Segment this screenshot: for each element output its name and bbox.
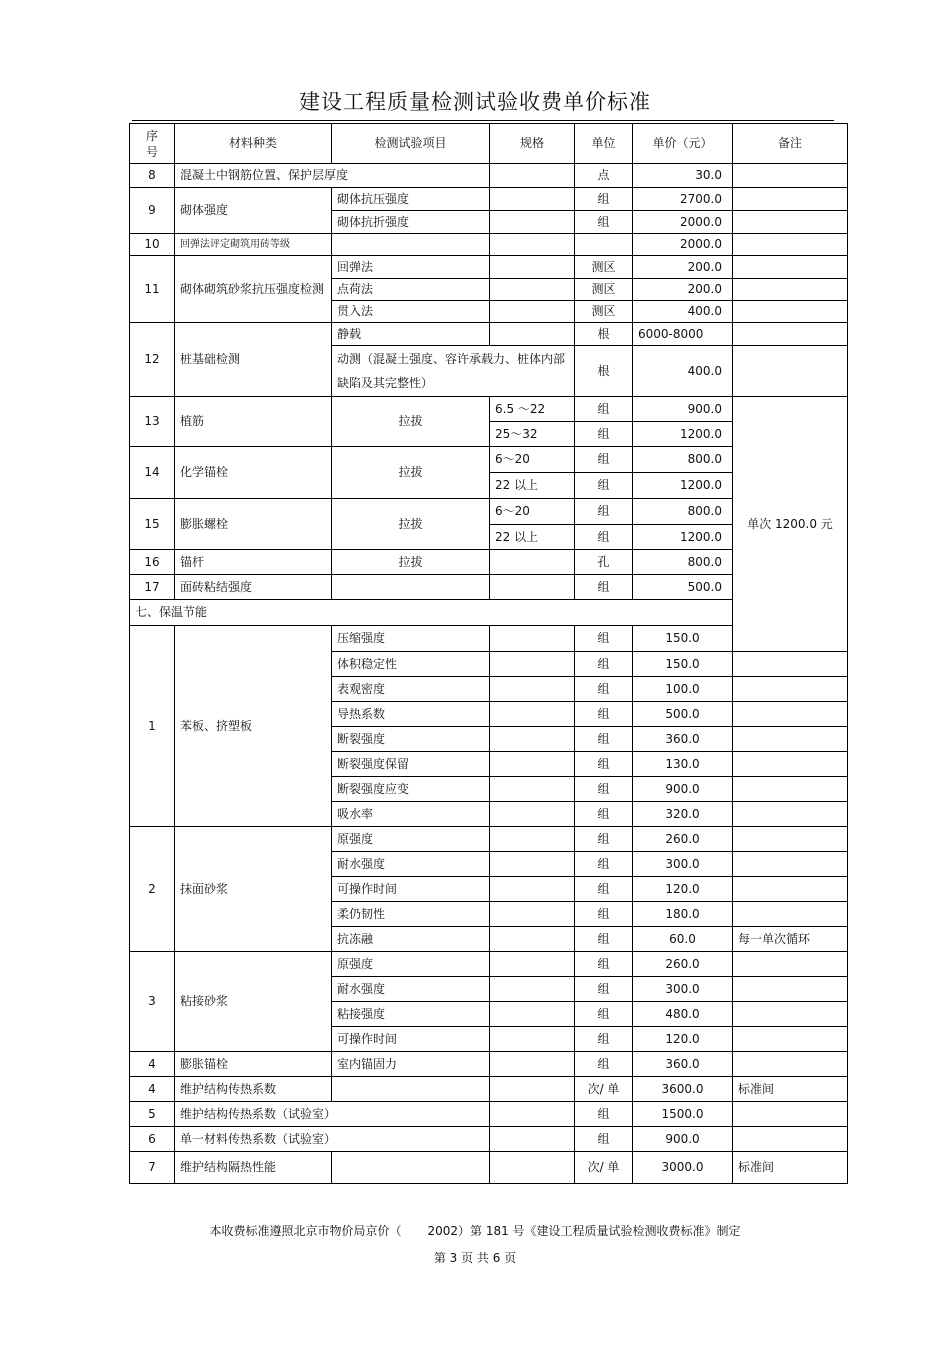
row-unit: 点 xyxy=(575,164,633,188)
row-spec xyxy=(490,1002,575,1027)
row-item: 室内锚固力 xyxy=(332,1052,490,1077)
row-unit: 组 xyxy=(575,977,633,1002)
row-spec xyxy=(490,652,575,677)
row-spec xyxy=(490,802,575,827)
row-price: 480.0 xyxy=(633,1002,733,1027)
table-row xyxy=(130,256,848,279)
row-remark xyxy=(733,977,848,1002)
row-unit: 组 xyxy=(575,827,633,852)
title-rule xyxy=(132,120,834,121)
row-price: 1500.0 xyxy=(633,1102,733,1127)
row-spec xyxy=(490,777,575,802)
row-price: 120.0 xyxy=(633,1027,733,1052)
row-price: 3000.0 xyxy=(633,1152,733,1184)
table-row xyxy=(130,164,848,188)
row-price: 2700.0 xyxy=(633,188,733,211)
row-remark xyxy=(733,256,848,279)
row-spec xyxy=(490,1077,575,1102)
row-unit: 组 xyxy=(575,777,633,802)
row-unit: 组 xyxy=(575,188,633,211)
row-unit: 根 xyxy=(575,346,633,397)
row-item xyxy=(332,234,490,256)
row-no: 4 xyxy=(130,1052,175,1077)
row-price: 180.0 xyxy=(633,902,733,927)
row-item: 拉拔 xyxy=(332,499,490,550)
row-spec xyxy=(490,234,575,256)
row-remark xyxy=(733,802,848,827)
row-price: 150.0 xyxy=(633,626,733,652)
row-price: 30.0 xyxy=(633,164,733,188)
row-remark xyxy=(733,752,848,777)
row-price: 260.0 xyxy=(633,952,733,977)
row-remark xyxy=(733,1052,848,1077)
row-no: 2 xyxy=(130,827,175,952)
row-unit: 组 xyxy=(575,1002,633,1027)
row-spec xyxy=(490,550,575,575)
row-item: 耐水强度 xyxy=(332,852,490,877)
row-spec xyxy=(490,677,575,702)
row-no: 5 xyxy=(130,1102,175,1127)
section-row xyxy=(130,600,848,626)
row-price: 400.0 xyxy=(633,346,733,397)
row-remark xyxy=(733,827,848,852)
row-unit: 组 xyxy=(575,727,633,752)
row-price: 1200.0 xyxy=(633,422,733,447)
row-item xyxy=(332,1077,490,1102)
row-no: 6 xyxy=(130,1127,175,1152)
row-material: 锚杆 xyxy=(175,550,332,575)
row-spec xyxy=(490,927,575,952)
row-item: 动测（混凝土强度、容许承载力、桩体内部缺陷及其完整性） xyxy=(332,346,575,397)
table-row xyxy=(130,1127,848,1152)
row-unit: 组 xyxy=(575,211,633,234)
header-material: 材料种类 xyxy=(175,124,332,164)
row-material: 植筋 xyxy=(175,397,332,447)
row-no: 10 xyxy=(130,234,175,256)
row-material: 砌体强度 xyxy=(175,188,332,234)
row-unit: 组 xyxy=(575,1102,633,1127)
row-spec xyxy=(490,1102,575,1127)
table-row xyxy=(130,1102,848,1127)
row-material: 回弹法评定砌筑用砖等级 xyxy=(175,234,332,256)
row-spec xyxy=(490,188,575,211)
row-material: 桩基础检测 xyxy=(175,323,332,397)
row-item: 体积稳定性 xyxy=(332,652,490,677)
row-price: 300.0 xyxy=(633,977,733,1002)
row-unit: 测区 xyxy=(575,301,633,323)
row-no: 7 xyxy=(130,1152,175,1184)
table-row xyxy=(130,234,848,256)
row-price: 2000.0 xyxy=(633,211,733,234)
row-spec xyxy=(490,1127,575,1152)
row-spec: 6～20 xyxy=(490,447,575,473)
row-material: 维护结构传热系数 xyxy=(175,1077,332,1102)
header-remark: 备注 xyxy=(733,124,848,164)
header-item: 检测试验项目 xyxy=(332,124,490,164)
row-item: 点荷法 xyxy=(332,279,490,301)
row-item: 可操作时间 xyxy=(332,1027,490,1052)
row-remark xyxy=(733,1002,848,1027)
row-item: 静载 xyxy=(332,323,490,346)
row-price: 800.0 xyxy=(633,447,733,473)
row-unit: 组 xyxy=(575,652,633,677)
row-remark: 每一单次循环 xyxy=(733,927,848,952)
row-no: 3 xyxy=(130,952,175,1052)
row-price: 200.0 xyxy=(633,279,733,301)
row-item: 粘接强度 xyxy=(332,1002,490,1027)
row-price: 130.0 xyxy=(633,752,733,777)
table-header-row xyxy=(130,124,848,164)
table-row xyxy=(130,397,848,422)
row-unit: 组 xyxy=(575,473,633,499)
row-remark: 标准间 xyxy=(733,1077,848,1102)
row-price: 6000-8000 xyxy=(633,323,733,346)
row-material: 膨胀螺栓 xyxy=(175,499,332,550)
row-unit: 组 xyxy=(575,802,633,827)
row-price: 360.0 xyxy=(633,727,733,752)
row-price: 1200.0 xyxy=(633,525,733,550)
row-item: 导热系数 xyxy=(332,702,490,727)
row-item: 回弹法 xyxy=(332,256,490,279)
row-unit: 根 xyxy=(575,323,633,346)
header-seq: 序 号 xyxy=(130,124,175,164)
row-no: 17 xyxy=(130,575,175,600)
row-remark xyxy=(733,877,848,902)
row-spec xyxy=(490,952,575,977)
header-spec: 规格 xyxy=(490,124,575,164)
row-unit: 组 xyxy=(575,525,633,550)
row-spec: 6～20 xyxy=(490,499,575,525)
header-price: 单价（元） xyxy=(633,124,733,164)
row-unit: 组 xyxy=(575,677,633,702)
row-unit: 测区 xyxy=(575,279,633,301)
row-spec xyxy=(490,164,575,188)
table-row xyxy=(130,1152,848,1184)
footer-note xyxy=(0,1222,950,1239)
row-remark xyxy=(733,188,848,211)
row-price: 400.0 xyxy=(633,301,733,323)
row-price: 2000.0 xyxy=(633,234,733,256)
row-unit: 组 xyxy=(575,902,633,927)
row-remark xyxy=(733,702,848,727)
row-no: 4 xyxy=(130,1077,175,1102)
row-unit: 次/ 单 xyxy=(575,1077,633,1102)
table-row xyxy=(130,952,848,977)
row-material: 砌体砌筑砂浆抗压强度检测 xyxy=(175,256,332,323)
row-spec xyxy=(490,977,575,1002)
row-item: 断裂强度 xyxy=(332,727,490,752)
row-unit: 组 xyxy=(575,626,633,652)
row-item: 拉拔 xyxy=(332,397,490,447)
row-no: 13 xyxy=(130,397,175,447)
row-remark xyxy=(733,1027,848,1052)
row-remark xyxy=(733,727,848,752)
row-price: 150.0 xyxy=(633,652,733,677)
row-item: 表观密度 xyxy=(332,677,490,702)
row-price: 120.0 xyxy=(633,877,733,902)
row-remark xyxy=(733,346,848,397)
row-unit: 组 xyxy=(575,877,633,902)
merged-remark: 单次 1200.0 元 xyxy=(733,397,848,652)
row-material: 膨胀锚栓 xyxy=(175,1052,332,1077)
page-number: 第 3 页 共 6 页 xyxy=(433,1251,517,1265)
row-material: 维护结构传热系数（试验室） xyxy=(175,1102,490,1127)
row-unit: 组 xyxy=(575,397,633,422)
row-spec xyxy=(490,323,575,346)
row-spec xyxy=(490,902,575,927)
row-no: 1 xyxy=(130,626,175,827)
row-material: 粘接砂浆 xyxy=(175,952,332,1052)
row-item: 原强度 xyxy=(332,827,490,852)
row-spec xyxy=(490,827,575,852)
row-material: 面砖粘结强度 xyxy=(175,575,332,600)
row-remark xyxy=(733,952,848,977)
row-unit: 组 xyxy=(575,752,633,777)
row-price: 800.0 xyxy=(633,499,733,525)
row-spec xyxy=(490,575,575,600)
row-no: 14 xyxy=(130,447,175,499)
row-unit: 组 xyxy=(575,927,633,952)
footer-note-part-a: 本收费标准遵照北京市物价局京价（ xyxy=(209,1224,402,1238)
row-unit: 组 xyxy=(575,1052,633,1077)
row-item: 抗冻融 xyxy=(332,927,490,952)
row-spec: 22 以上 xyxy=(490,473,575,499)
row-remark xyxy=(733,234,848,256)
row-remark xyxy=(733,1102,848,1127)
row-item xyxy=(332,575,490,600)
row-spec xyxy=(490,256,575,279)
row-spec xyxy=(490,752,575,777)
row-price: 900.0 xyxy=(633,1127,733,1152)
row-item: 断裂强度应变 xyxy=(332,777,490,802)
header-unit: 单位 xyxy=(575,124,633,164)
row-price: 360.0 xyxy=(633,1052,733,1077)
row-price: 60.0 xyxy=(633,927,733,952)
table-row xyxy=(130,1077,848,1102)
row-price: 800.0 xyxy=(633,550,733,575)
row-item: 吸水率 xyxy=(332,802,490,827)
row-spec xyxy=(490,877,575,902)
row-spec xyxy=(490,727,575,752)
row-item: 拉拔 xyxy=(332,550,490,575)
row-unit: 组 xyxy=(575,422,633,447)
row-spec: 22 以上 xyxy=(490,525,575,550)
row-remark xyxy=(733,279,848,301)
row-price: 1200.0 xyxy=(633,473,733,499)
row-price: 320.0 xyxy=(633,802,733,827)
row-price: 300.0 xyxy=(633,852,733,877)
row-unit: 组 xyxy=(575,852,633,877)
row-price: 900.0 xyxy=(633,777,733,802)
row-item: 贯入法 xyxy=(332,301,490,323)
row-item: 压缩强度 xyxy=(332,626,490,652)
row-spec xyxy=(490,279,575,301)
row-spec: 25～32 xyxy=(490,422,575,447)
row-remark xyxy=(733,852,848,877)
table-row xyxy=(130,1052,848,1077)
row-price: 500.0 xyxy=(633,702,733,727)
row-item: 耐水强度 xyxy=(332,977,490,1002)
row-material: 抹面砂浆 xyxy=(175,827,332,952)
row-price: 260.0 xyxy=(633,827,733,852)
row-unit: 组 xyxy=(575,702,633,727)
row-unit xyxy=(575,234,633,256)
table-row xyxy=(130,188,848,211)
row-spec xyxy=(490,852,575,877)
row-material: 混凝土中钢筋位置、保护层厚度 xyxy=(175,164,490,188)
row-item: 可操作时间 xyxy=(332,877,490,902)
row-spec xyxy=(490,1027,575,1052)
row-no: 11 xyxy=(130,256,175,323)
row-item: 拉拔 xyxy=(332,447,490,499)
row-remark xyxy=(733,677,848,702)
row-no: 12 xyxy=(130,323,175,397)
row-material: 单一材料传热系数（试验室） xyxy=(175,1127,490,1152)
row-spec xyxy=(490,702,575,727)
row-remark xyxy=(733,652,848,677)
row-item: 砌体抗压强度 xyxy=(332,188,490,211)
row-material: 化学锚栓 xyxy=(175,447,332,499)
row-unit: 孔 xyxy=(575,550,633,575)
row-item: 砌体抗折强度 xyxy=(332,211,490,234)
row-no: 15 xyxy=(130,499,175,550)
row-spec xyxy=(490,1052,575,1077)
row-no: 16 xyxy=(130,550,175,575)
row-item: 断裂强度保留 xyxy=(332,752,490,777)
row-item: 原强度 xyxy=(332,952,490,977)
row-remark xyxy=(733,777,848,802)
row-unit: 组 xyxy=(575,575,633,600)
row-material: 维护结构隔热性能 xyxy=(175,1152,332,1184)
row-remark xyxy=(733,301,848,323)
row-price: 900.0 xyxy=(633,397,733,422)
table-row xyxy=(130,827,848,852)
row-remark xyxy=(733,1127,848,1152)
row-spec xyxy=(490,301,575,323)
row-unit: 次/ 单 xyxy=(575,1152,633,1184)
row-remark xyxy=(733,211,848,234)
section-title: 七、保温节能 xyxy=(130,600,848,626)
row-no: 9 xyxy=(130,188,175,234)
page-title: 建设工程质量检测试验收费单价标准 xyxy=(299,90,651,114)
row-item: 柔仍韧性 xyxy=(332,902,490,927)
row-price: 200.0 xyxy=(633,256,733,279)
table-row xyxy=(130,323,848,346)
row-unit: 组 xyxy=(575,447,633,473)
row-remark xyxy=(733,323,848,346)
row-spec xyxy=(490,211,575,234)
fee-table xyxy=(129,123,848,1184)
row-no: 8 xyxy=(130,164,175,188)
row-spec: 6.5 ～22 xyxy=(490,397,575,422)
row-unit: 组 xyxy=(575,952,633,977)
footer-note-part-b: 2002）第 181 号《建设工程质量试验检测收费标准》制定 xyxy=(427,1224,741,1238)
row-spec xyxy=(490,626,575,652)
row-unit: 组 xyxy=(575,1027,633,1052)
row-remark: 标准间 xyxy=(733,1152,848,1184)
row-remark xyxy=(733,902,848,927)
row-material: 苯板、挤塑板 xyxy=(175,626,332,827)
row-unit: 测区 xyxy=(575,256,633,279)
row-item xyxy=(332,1152,490,1184)
row-spec xyxy=(490,1152,575,1184)
row-unit: 组 xyxy=(575,1127,633,1152)
row-price: 500.0 xyxy=(633,575,733,600)
row-remark xyxy=(733,164,848,188)
row-price: 3600.0 xyxy=(633,1077,733,1102)
row-unit: 组 xyxy=(575,499,633,525)
row-price: 100.0 xyxy=(633,677,733,702)
